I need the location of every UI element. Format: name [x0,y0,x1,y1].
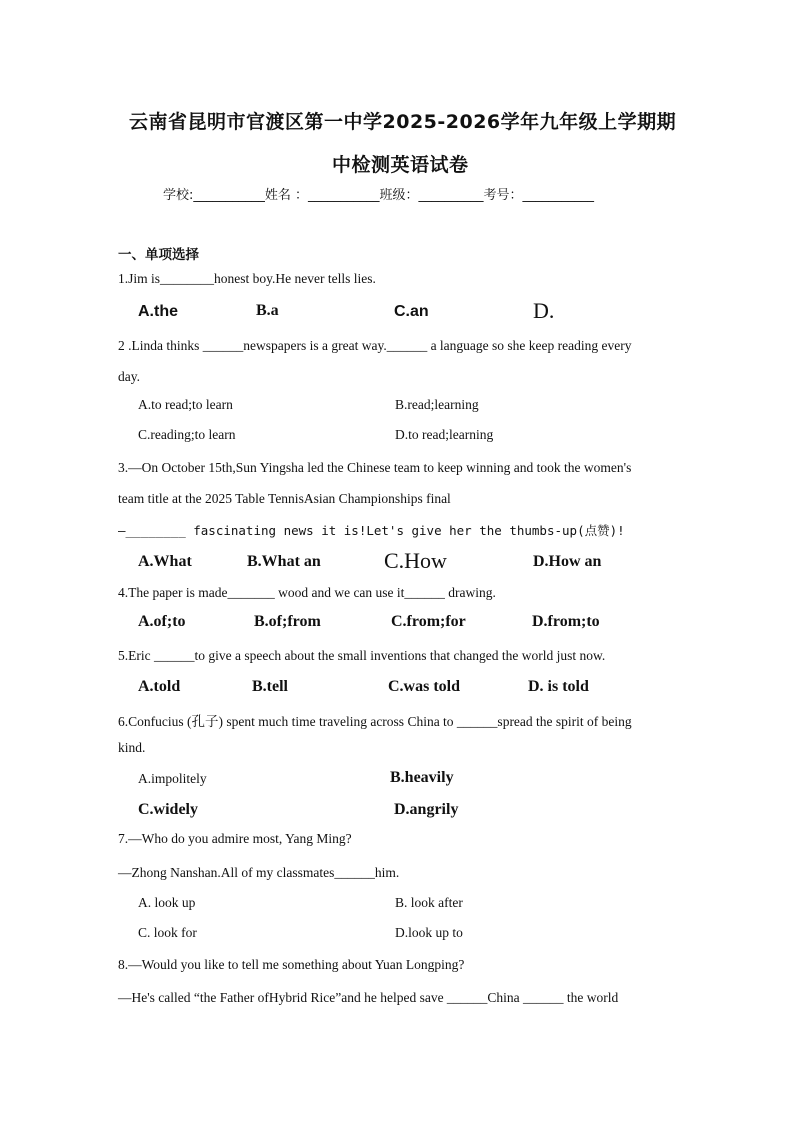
question-2-stem-cont: day. [118,369,140,384]
question-3-option-c: C.How [384,548,447,573]
question-7-stem-cont: —Zhong Nanshan.All of my classmates______him. [118,865,400,880]
question-2-option-c: C.reading;to learn [138,427,236,442]
question-2-option-b: B.read;learning [395,397,479,412]
question-4-option-d: D.from;to [532,613,600,630]
question-3-stem-cont: team title at the 2025 Table TennisAsian Championships final [118,491,451,506]
question-6-stem-cont: kind. [118,740,146,755]
question-7-option-a: A. look up [138,895,196,910]
question-3-stem-reply: —________ fascinating news it is!Let's give her the thumbs-up(点赞)! [118,523,625,538]
question-4-option-c: C.from;for [391,613,466,630]
section-heading: 一、单项选择 [118,247,199,263]
question-6-option-a: A.impolitely [138,771,207,786]
question-2-option-a: A.to read;to learn [138,397,233,412]
page-title-line2: 中检测英语试卷 [332,154,469,176]
question-3-option-b: B.What an [247,553,321,570]
question-6-option-b: B.heavily [390,769,454,786]
question-3-option-d: D.How an [533,553,602,570]
question-3-stem: 3.—On October 15th,Sun Yingsha led the Chinese team to keep winning and took the women's [118,460,632,475]
question-6-option-d: D.angrily [394,801,459,818]
question-8-stem-cont: —He's called “the Father ofHybrid Rice”and he helped save ______China ______ the world [118,990,619,1005]
question-7-option-c: C. look for [138,925,197,940]
question-4-stem: 4.The paper is made_______ wood and we can use it______ drawing. [118,585,496,600]
question-2-stem: 2 .Linda thinks ______newspapers is a great way.______ a language so she keep reading every [118,338,632,353]
question-6-stem: 6.Confucius (孔子) spent much time traveling across China to ______spread the spirit of being [118,714,632,729]
question-7-option-d: D.look up to [395,925,463,940]
question-5-option-c: C.was told [388,678,461,695]
student-info-line: 学校:___________姓名 ：___________班级：__________考号：___________ [163,188,595,203]
question-6-option-c: C.widely [138,801,198,818]
question-5-option-a: A.told [138,678,181,695]
question-7-stem: 7.—Who do you admire most, Yang Ming? [118,831,352,846]
question-1-stem: 1.Jim is________honest boy.He never tells lies. [118,271,376,286]
question-1-option-d: D. [533,298,555,323]
question-5-option-b: B.tell [252,678,288,695]
page-title-line1: 云南省昆明市官渡区第一中学2025-2026学年九年级上学期期 [129,111,677,133]
question-5-stem: 5.Eric ______to give a speech about the small inventions that changed the world just now. [118,648,606,663]
question-1-option-c: C.an [394,303,429,320]
question-4-option-a: A.of;to [138,613,186,630]
question-5-option-d: D. is told [528,678,589,695]
question-1-option-a: A.the [138,303,178,320]
question-8-stem: 8.—Would you like to tell me something about Yuan Longping? [118,957,465,972]
question-2-option-d: D.to read;learning [395,427,494,442]
question-3-option-a: A.What [138,553,192,570]
question-1-option-b: B.a [256,302,279,319]
question-7-option-b: B. look after [395,895,463,910]
question-4-option-b: B.of;from [254,613,321,630]
